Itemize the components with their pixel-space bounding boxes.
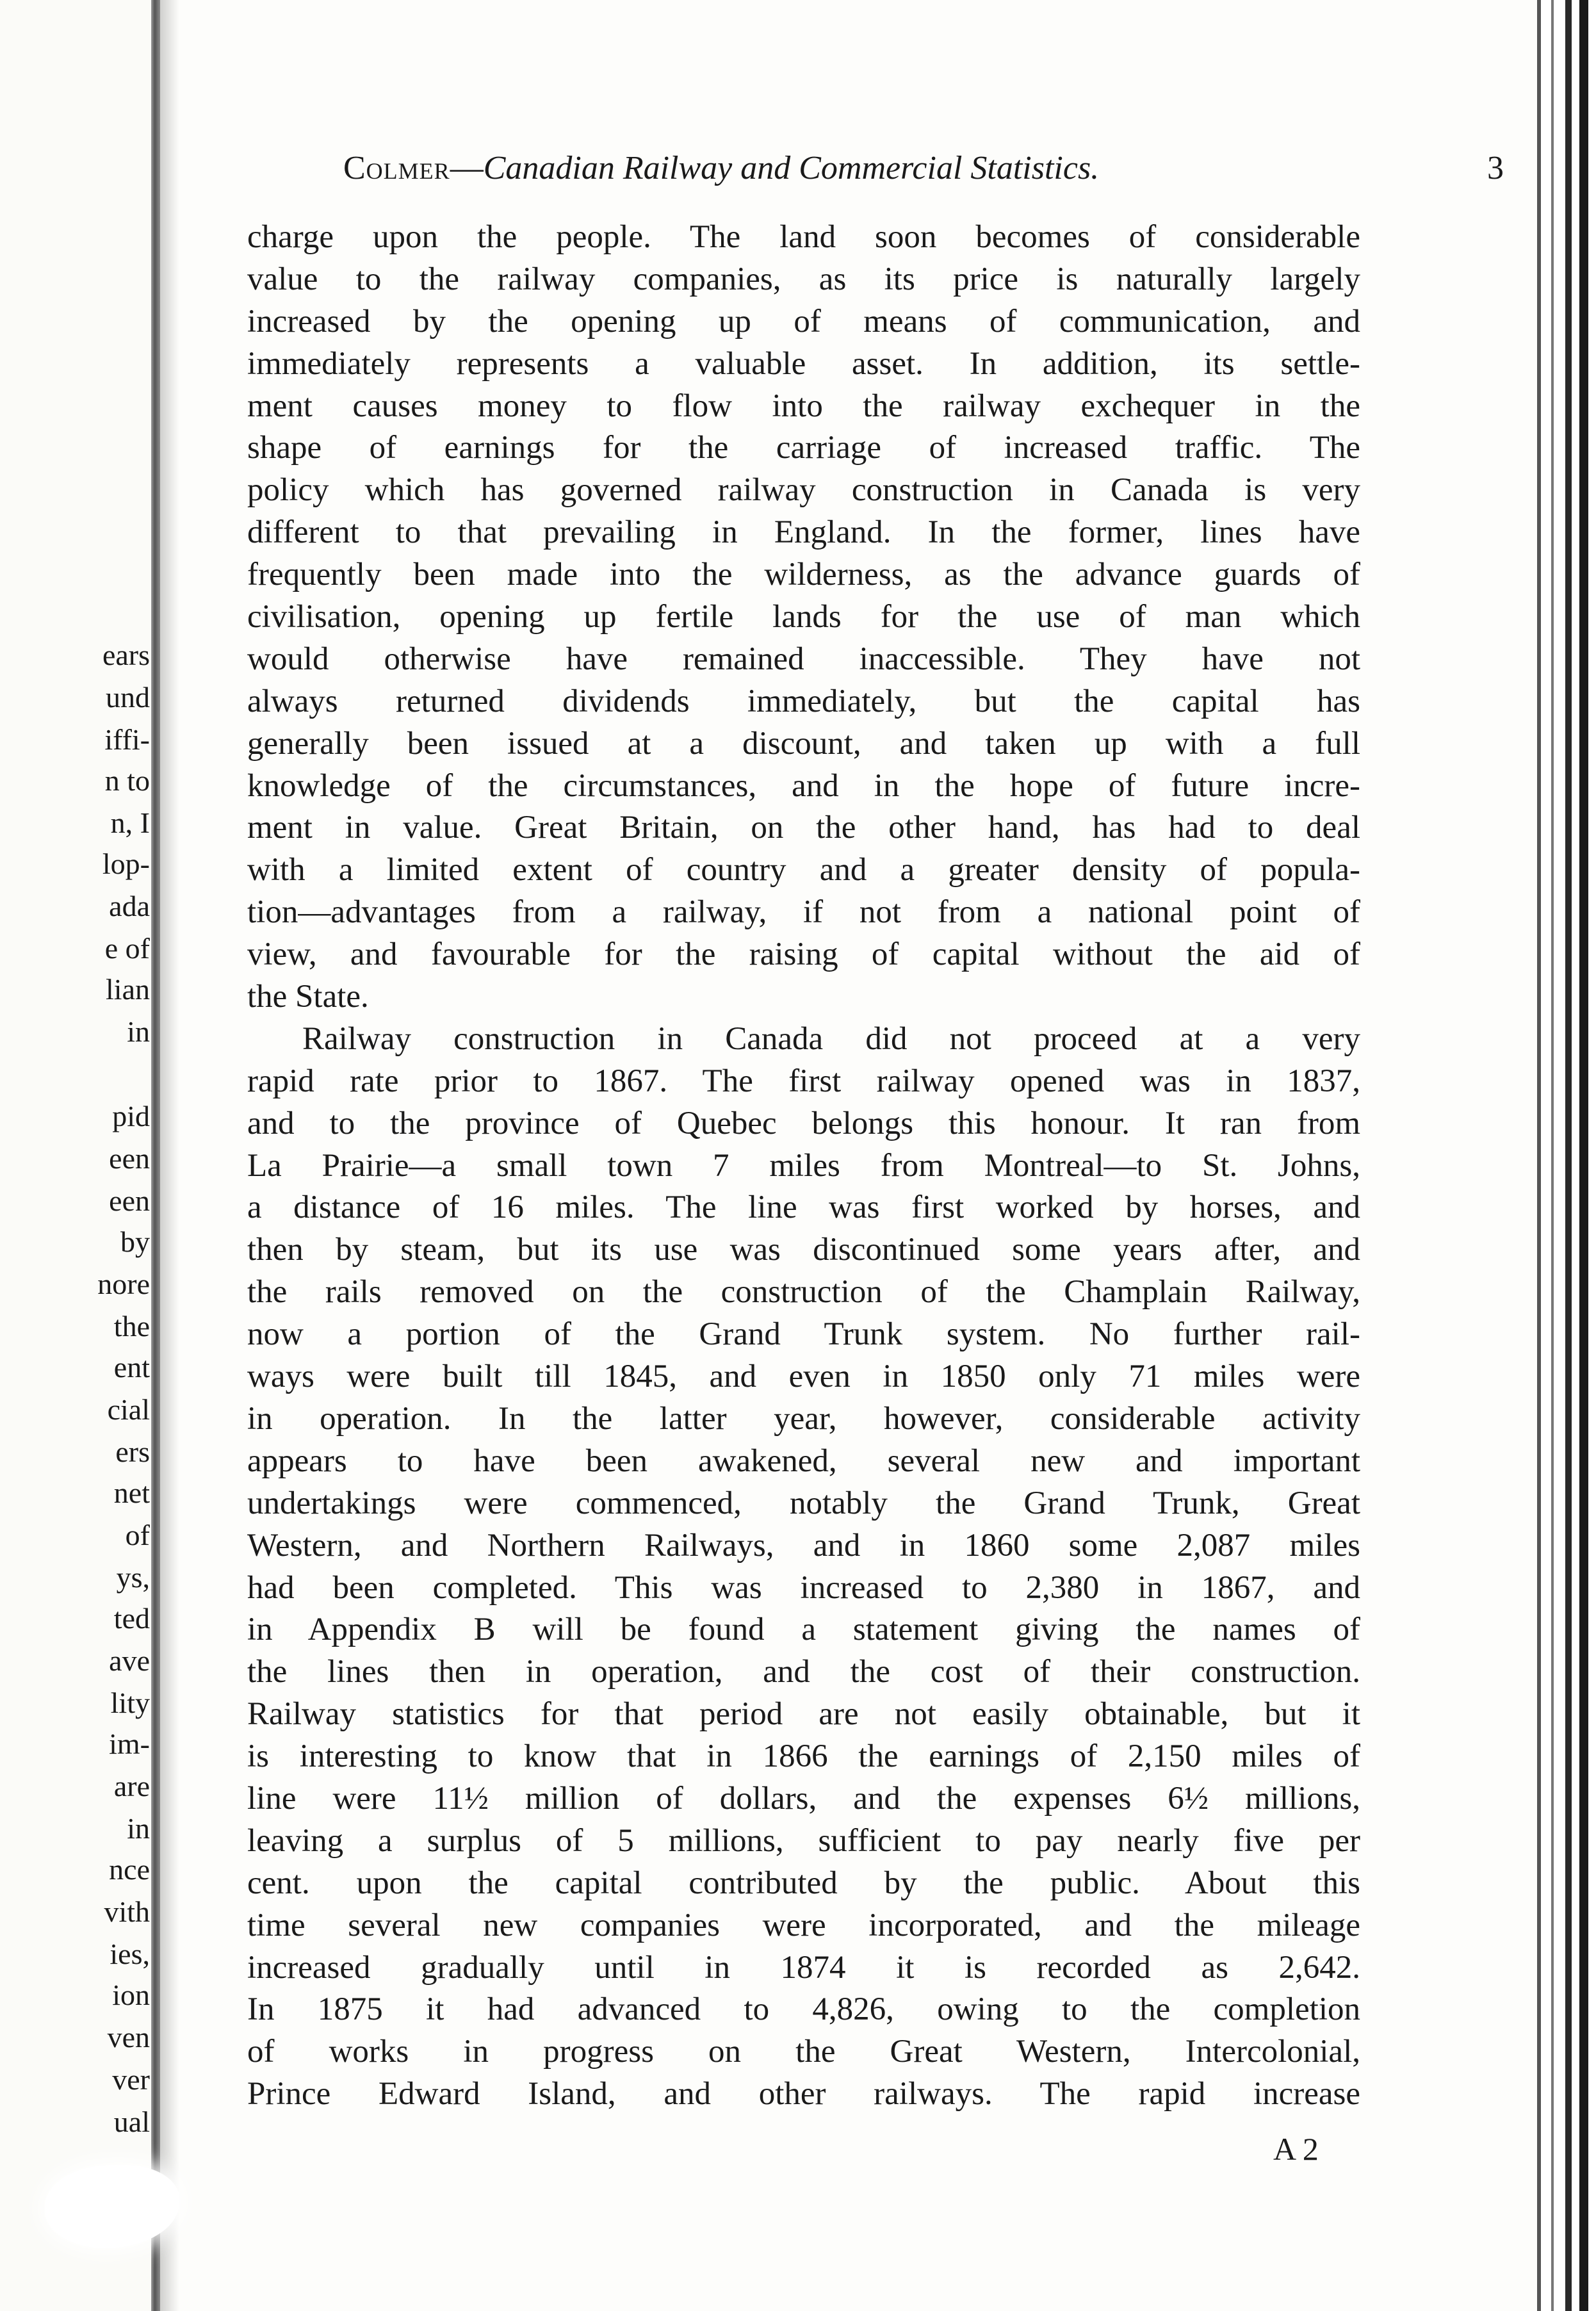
- facing-page-text-fragment: the: [113, 1310, 150, 1343]
- text-line: had been completed. This was increased to 2,380 in 1867, and: [247, 1569, 1360, 1606]
- facing-page-text-fragment: iffi-: [104, 723, 150, 756]
- text-line: ways were built till 1845, and even in 1850 only 71 miles were: [247, 1359, 1360, 1395]
- page: [192, 0, 1531, 2311]
- text-line: view, and favourable for the raising of capital without the aid of: [247, 936, 1360, 973]
- text-line: value to the railway companies, as its price is naturally largely: [247, 261, 1360, 297]
- running-head-author: Colmer: [343, 150, 450, 186]
- facing-page-text-fragment: ven: [107, 2021, 150, 2054]
- facing-page-text-fragment: ies,: [110, 1938, 150, 1970]
- running-head-title: Canadian Railway and Commercial Statistics.: [483, 150, 1100, 186]
- facing-page-text-fragment: ted: [113, 1602, 150, 1635]
- page-number: 3: [1487, 150, 1504, 186]
- facing-page-text-fragment: cial: [107, 1393, 150, 1426]
- facing-page-text-fragment: lity: [110, 1686, 150, 1719]
- text-line: in operation. In the latter year, however, considerable activity: [247, 1400, 1360, 1437]
- text-line: in Appendix B will be found a statement giving the names of: [247, 1612, 1360, 1648]
- text-line: always returned dividends immediately, but the capital has: [247, 683, 1360, 719]
- facing-page-text-fragment: pid: [112, 1100, 150, 1132]
- text-line: ment causes money to flow into the railway exchequer in the: [247, 388, 1360, 424]
- text-line: La Prairie—a small town 7 miles from Montreal—to St. Johns,: [247, 1147, 1360, 1184]
- text-line: frequently been made into the wilderness, as the advance guards of: [247, 557, 1360, 593]
- text-line: increased by the opening up of means of communication, and: [247, 303, 1360, 339]
- gutter-shadow: [160, 0, 179, 2311]
- text-line: civilisation, opening up fertile lands for the use of man which: [247, 599, 1360, 635]
- facing-page-text-fragment: n, I: [110, 806, 150, 839]
- facing-page-text-fragment: lian: [106, 973, 150, 1006]
- facing-page-text-fragment: ada: [109, 890, 150, 922]
- text-line: the rails removed on the construction of the Champlain Railway,: [247, 1274, 1360, 1311]
- text-line: rapid rate prior to 1867. The first railway opened was in 1837,: [247, 1063, 1360, 1099]
- text-line: is interesting to know that in 1866 the earnings of 2,150 miles of: [247, 1738, 1360, 1775]
- facing-page-text-fragment: und: [106, 681, 150, 714]
- facing-page-text-fragment: are: [113, 1770, 150, 1802]
- facing-page-text-fragment: ion: [112, 1979, 150, 2011]
- text-line: generally been issued at a discount, and taken up with a full: [247, 725, 1360, 762]
- facing-page-text-fragment: im-: [109, 1727, 150, 1760]
- book-gutter: [151, 0, 160, 2311]
- facing-page-text-fragment: ual: [113, 2105, 150, 2138]
- facing-page-text-fragment: lop-: [102, 847, 150, 880]
- facing-page-text-fragment: ver: [112, 2063, 150, 2096]
- facing-page-text-fragment: by: [120, 1225, 150, 1258]
- text-line: and to the province of Quebec belongs this honour. It ran from: [247, 1105, 1360, 1141]
- text-line: then by steam, but its use was discontinued some years after, and: [247, 1232, 1360, 1268]
- facing-page-text-fragment: ers: [115, 1435, 150, 1468]
- text-line: knowledge of the circumstances, and in the hope of future incre-: [247, 767, 1360, 804]
- text-line: policy which has governed railway construction in Canada is very: [247, 472, 1360, 509]
- text-line: with a limited extent of country and a greater density of popula-: [247, 852, 1360, 888]
- right-page-edge: [1537, 0, 1596, 2311]
- text-line: would otherwise have remained inaccessible. They have not: [247, 641, 1360, 677]
- facing-page-text-fragment: e of: [104, 932, 150, 965]
- text-line: time several new companies were incorporated, and the mileage: [247, 1907, 1360, 1943]
- signature-mark: A 2: [1273, 2131, 1319, 2167]
- text-line: appears to have been awakened, several new and important: [247, 1442, 1360, 1479]
- facing-page-text-fragment: een: [109, 1142, 150, 1175]
- facing-page-text-fragment: vith: [104, 1895, 150, 1928]
- text-line: Western, and Northern Railways, and in 1860 some 2,087 miles: [247, 1527, 1360, 1564]
- text-line: a distance of 16 miles. The line was first worked by horses, and: [247, 1189, 1360, 1226]
- text-line: line were 11½ million of dollars, and the expenses 6½ millions,: [247, 1780, 1360, 1817]
- text-line: Railway statistics for that period are not easily obtainable, but it: [247, 1696, 1360, 1733]
- facing-page-text-fragment: nore: [97, 1268, 150, 1300]
- body-text: [247, 216, 1360, 2116]
- text-line: charge upon the people. The land soon becomes of considerable: [247, 219, 1360, 255]
- text-line: different to that prevailing in England. In the former, lines have: [247, 514, 1360, 551]
- facing-page-text-fragment: ys,: [116, 1561, 150, 1594]
- text-line: the State.: [247, 979, 369, 1015]
- running-head-separator: —: [450, 150, 484, 186]
- text-line: Prince Edward Island, and other railways. The rapid increase: [247, 2076, 1360, 2112]
- text-line: cent. upon the capital contributed by the public. About this: [247, 1865, 1360, 1901]
- facing-page-text-fragment: net: [113, 1476, 150, 1509]
- facing-page-text-fragment: of: [125, 1519, 150, 1551]
- facing-page-text-fragment: nce: [109, 1853, 150, 1886]
- text-line: tion—advantages from a railway, if not from a national point of: [247, 894, 1360, 931]
- text-line: of works in progress on the Great Western, Intercolonial,: [247, 2034, 1360, 2070]
- facing-page-fragment: [0, 0, 154, 2311]
- text-line: In 1875 it had advanced to 4,826, owing to the completion: [247, 1991, 1360, 2028]
- text-line: ment in value. Great Britain, on the other hand, has had to deal: [247, 810, 1360, 846]
- text-line: leaving a surplus of 5 millions, sufficient to pay nearly five per: [247, 1822, 1360, 1859]
- text-line: shape of earnings for the carriage of increased traffic. The: [247, 430, 1360, 466]
- facing-page-text-fragment: ears: [102, 639, 150, 671]
- facing-page-text-fragment: in: [127, 1812, 150, 1845]
- text-line: the lines then in operation, and the cost of their construction.: [247, 1654, 1360, 1690]
- text-line: undertakings were commenced, notably the Grand Trunk, Great: [247, 1485, 1360, 1521]
- text-line: immediately represents a valuable asset. In addition, its settle-: [247, 345, 1360, 382]
- text-line: increased gradually until in 1874 it is recorded as 2,642.: [247, 1949, 1360, 1986]
- facing-page-text-fragment: in: [127, 1015, 150, 1048]
- facing-page-text-fragment: ave: [109, 1644, 150, 1677]
- text-line: now a portion of the Grand Trunk system. No further rail-: [247, 1316, 1360, 1353]
- facing-page-text-fragment: ent: [113, 1351, 150, 1384]
- running-head: [343, 146, 1504, 191]
- facing-page-text-fragment: een: [109, 1184, 150, 1217]
- text-line: Railway construction in Canada did not proceed at a very: [302, 1020, 1360, 1057]
- facing-page-text-fragment: n to: [104, 764, 150, 797]
